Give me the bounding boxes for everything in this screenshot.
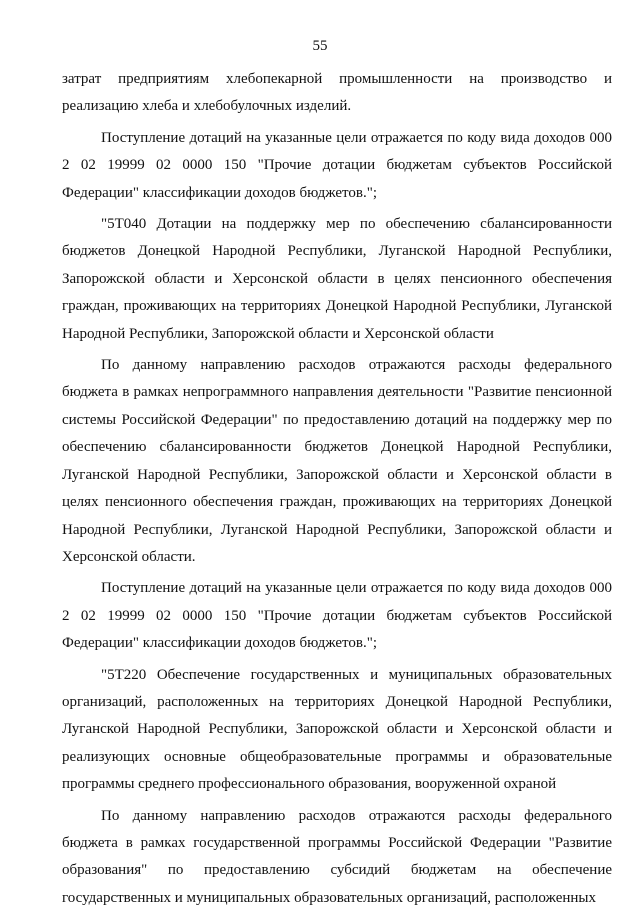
page-number: 55 [312, 38, 328, 54]
paragraph-1: затрат предприятиям хлебопекарной промышленности на производство и реализацию хлеба и хлебобулочных изделий. [62, 71, 612, 115]
paragraph-7: По данному направлению расходов отражаются расходы федерального бюджета в рамках государственной программы Российской Федерации "Развитие образования" по предоставлению субсидий бюджетам на обеспечение государственных и муниципальных образовательных организаций, расположенных [62, 807, 612, 906]
paragraph-5: Поступление дотаций на указанные цели отражается по коду вида доходов 000 2 02 19999 02 0000 150 "Прочие дотации бюджетам субъектов Российской Федерации" классификации доходов бюджетов."; [62, 580, 612, 652]
paragraph-6: "5Т220 Обеспечение государственных и муниципальных образовательных организаций, расположенных на территориях Донецкой Народной Республики, Луганской Народной Республики, Запорожской области и Херсонской области и реализующих основные общеобразовательные программы и образовательные программы среднего профессионального образования, вооруженной охраной [62, 666, 612, 793]
paragraph-3: "5Т040 Дотации на поддержку мер по обеспечению сбалансированности бюджетов Донецкой Народной Республики, Луганской Народной Республики, Запорожской области и Херсонской области в целях пенсионного обеспечения граждан, проживающих на территориях Донецкой Народной Республики, Луганской Народной Республики, Запорожской области и Херсонской области [62, 216, 612, 342]
document-body [62, 66, 612, 916]
paragraph-4: По данному направлению расходов отражаются расходы федерального бюджета в рамках непрограммного направления деятельности "Развитие пенсионной системы Российской Федерации" по предоставлению дотаций на поддержку мер по обеспечению сбалансированности бюджетов Донецкой Народной Республики, Луганской Народной Республики, Запорожской области и Херсонской области в целях пенсионного обеспечения граждан, проживающих на территориях Донецкой Народной Республики, Луганской Народной Республики, Запорожской области и Херсонской области. [62, 357, 612, 565]
paragraph-2: Поступление дотаций на указанные цели отражается по коду вида доходов 000 2 02 19999 02 0000 150 "Прочие дотации бюджетам субъектов Российской Федерации" классификации доходов бюджетов."; [62, 129, 612, 201]
